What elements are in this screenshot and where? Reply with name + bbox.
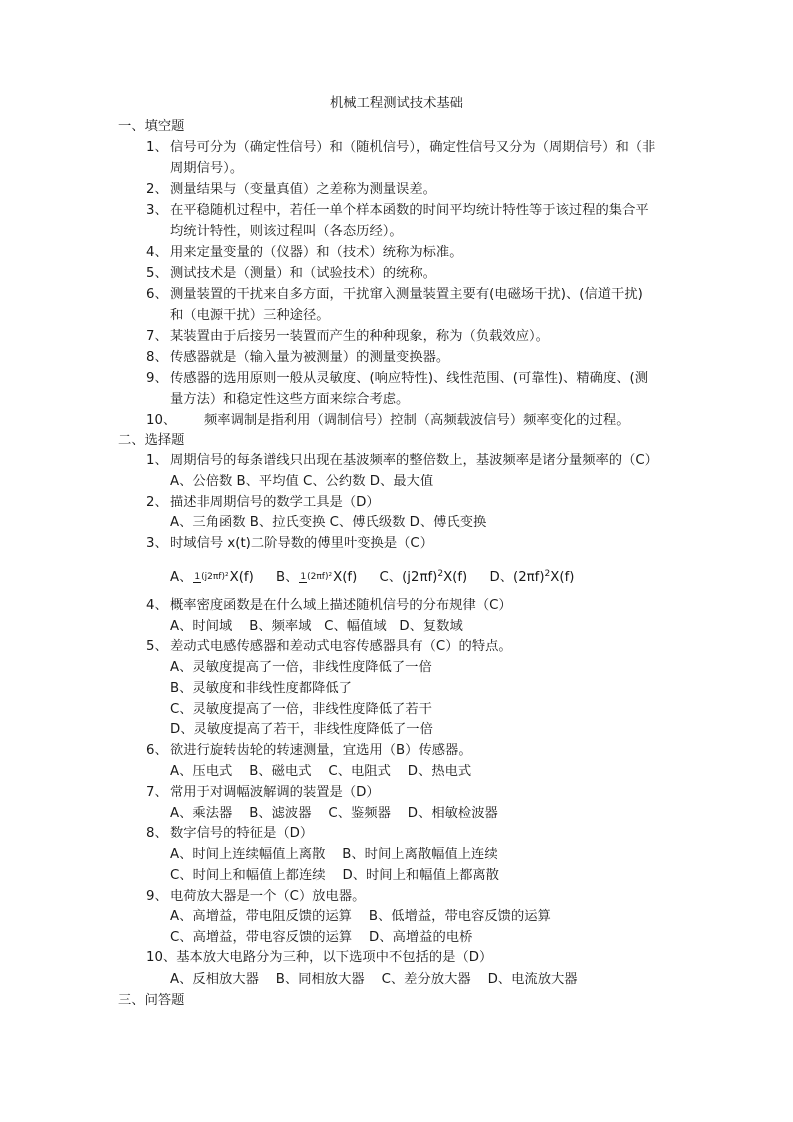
item-number: 4、 xyxy=(146,245,168,260)
options-line: A、时间上连续幅值上离散 B、时间上离散幅值上连续 xyxy=(170,847,498,862)
option-tail: X(f) xyxy=(443,570,468,586)
item-number: 10、 xyxy=(146,413,177,428)
options-line: A、乘法器 B、滤波器 C、鉴频器 D、相敏检波器 xyxy=(170,806,498,821)
option-sup: 2 xyxy=(437,569,444,579)
math-option-c xyxy=(380,562,468,590)
question-text: 周期信号的每条谱线只出现在基波频率的整倍数上，基波频率是诸分量频率的（C） xyxy=(170,453,658,468)
item-number: 9、 xyxy=(146,889,168,904)
fill-in-item-10 xyxy=(146,411,630,431)
options-line: A、反相放大器 B、同相放大器 C、差分放大器 D、电流放大器 xyxy=(170,972,578,987)
item-number: 10、 xyxy=(146,950,177,965)
item-number: 5、 xyxy=(146,266,168,281)
question-text: 时域信号 x(t)二阶导数的傅里叶变换是（C） xyxy=(170,536,434,551)
question-text: 描述非周期信号的数学工具是（D） xyxy=(170,495,380,510)
item-number: 6、 xyxy=(146,287,168,302)
fill-in-item-7 xyxy=(146,327,549,347)
item-number: 2、 xyxy=(146,182,168,197)
item-text-cont: 量方法）和稳定性这些方面来综合考虑。 xyxy=(170,392,410,407)
option-expr: (j2πf) xyxy=(402,570,438,586)
question-text: 数字信号的特征是（D） xyxy=(170,826,314,841)
item-number: 7、 xyxy=(146,329,168,344)
options-line: C、时间上和幅值上都连续 D、时间上和幅值上都离散 xyxy=(170,868,499,883)
item-text: 测试技术是（测量）和（试验技术）的统称。 xyxy=(170,266,436,281)
option-tail: X(f) xyxy=(333,570,358,586)
item-text: 某装置由于后接另一装置而产生的种种现象，称为（负载效应）。 xyxy=(170,329,549,344)
section-heading-qa: 三、问答题 xyxy=(118,993,185,1008)
numerator: 1 xyxy=(300,571,307,582)
options-line: A、时间域 B、频率域 C、幅值域 D、复数域 xyxy=(170,619,463,634)
item-number: 8、 xyxy=(146,826,168,841)
fill-in-item-4 xyxy=(146,243,463,263)
item-number: 4、 xyxy=(146,598,168,613)
options-line: A、三角函数 B、拉氏变换 C、傅氏级数 D、傅氏变换 xyxy=(170,515,487,530)
options-line: A、灵敏度提高了一倍，非线性度降低了一倍 xyxy=(170,660,432,675)
item-number: 2、 xyxy=(146,495,168,510)
options-line: A、公倍数 B、平均值 C、公约数 D、最大值 xyxy=(170,474,434,489)
section-heading-choice: 二、选择题 xyxy=(118,433,185,448)
options-line: A、高增益，带电阻反馈的运算 B、低增益，带电容反馈的运算 xyxy=(170,909,551,924)
option-expr: (2πf) xyxy=(513,570,545,586)
math-options-line xyxy=(170,562,592,590)
question-text: 概率密度函数是在什么域上描述随机信号的分布规律（C） xyxy=(170,598,512,613)
option-label: A、 xyxy=(170,570,193,586)
item-text: 测量装置的干扰来自多方面，干扰窜入测量装置主要有(电磁场干扰)、(信道干扰) xyxy=(170,287,643,302)
item-number: 8、 xyxy=(146,350,168,365)
options-line: D、灵敏度提高了若干，非线性度降低了一倍 xyxy=(170,722,433,737)
option-sup: 2 xyxy=(544,569,551,579)
option-tail: X(f) xyxy=(550,570,575,586)
options-line: A、压电式 B、磁电式 C、电阻式 D、热电式 xyxy=(170,764,472,779)
denominator: (2πf)² xyxy=(307,571,333,582)
item-text: 传感器的选用原则一般从灵敏度、(响应特性)、线性范围、(可靠性)、精确度、(测 xyxy=(170,371,649,386)
item-text: 频率调制是指利用（调制信号）控制（高频载波信号）频率变化的过程。 xyxy=(204,413,630,428)
item-text: 传感器就是（输入量为被测量）的测量变换器。 xyxy=(170,350,450,365)
question-text: 基本放大电路分为三种，以下选项中不包括的是（D） xyxy=(176,950,493,965)
fraction xyxy=(193,572,228,583)
question-text: 常用于对调幅波解调的装置是（D） xyxy=(170,785,380,800)
item-number: 3、 xyxy=(146,203,168,218)
item-text: 信号可分为（确定性信号）和（随机信号），确定性信号又分为（周期信号）和（非 xyxy=(170,140,656,155)
item-number: 1、 xyxy=(146,140,168,155)
item-text-cont: 和（电源干扰）三种途径。 xyxy=(170,308,330,323)
question-text: 差动式电感传感器和差动式电容传感器具有（C）的特点。 xyxy=(170,639,512,654)
document-title: 机械工程测试技术基础 xyxy=(330,96,463,111)
item-number: 3、 xyxy=(146,536,168,551)
item-number: 1、 xyxy=(146,453,168,468)
options-line: C、灵敏度提高了一倍，非线性度降低了若干 xyxy=(170,702,432,717)
options-line: B、灵敏度和非线性度都降低了 xyxy=(170,681,352,696)
question-text: 电荷放大器是一个（C）放电器。 xyxy=(170,889,366,904)
item-number: 6、 xyxy=(146,743,168,758)
math-option-d xyxy=(489,562,574,590)
item-text-cont: 周期信号）。 xyxy=(170,161,244,176)
option-label: D、 xyxy=(489,570,514,586)
denominator: (j2πf)² xyxy=(201,571,229,582)
math-option-b xyxy=(276,566,357,590)
section-heading-fill-in: 一、填空题 xyxy=(118,119,185,134)
option-label: C、 xyxy=(379,570,403,586)
fill-in-item-2 xyxy=(146,180,436,200)
option-label: B、 xyxy=(276,570,299,586)
numerator: 1 xyxy=(194,571,201,582)
item-number: 9、 xyxy=(146,371,168,386)
item-number: 5、 xyxy=(146,639,168,654)
item-text: 测量结果与（变量真值）之差称为测量误差。 xyxy=(170,182,436,197)
item-text: 用来定量变量的（仪器）和（技术）统称为标准。 xyxy=(170,245,463,260)
question-text: 欲进行旋转齿轮的转速测量，宜选用（B）传感器。 xyxy=(170,743,472,758)
fill-in-item-8 xyxy=(146,348,449,368)
item-number: 7、 xyxy=(146,785,168,800)
item-text-cont: 均统计特性，则该过程叫（各态历经）。 xyxy=(170,224,403,239)
math-option-a xyxy=(170,566,254,590)
item-text: 在平稳随机过程中，若任一单个样本函数的时间平均统计特性等于该过程的集合平 xyxy=(170,203,649,218)
options-line: C、高增益，带电容反馈的运算 D、高增益的电桥 xyxy=(170,930,473,945)
fraction xyxy=(299,572,332,583)
fill-in-item-5 xyxy=(146,264,436,284)
option-tail: X(f) xyxy=(229,570,254,586)
